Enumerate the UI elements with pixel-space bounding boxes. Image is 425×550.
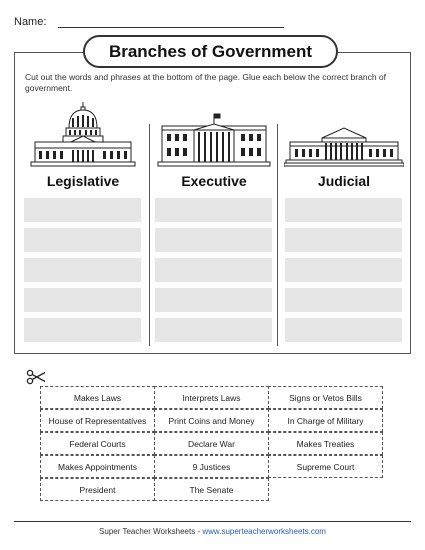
glue-slot[interactable]: [155, 198, 272, 222]
cutout-card[interactable]: Interprets Laws: [154, 386, 269, 409]
cutout-card[interactable]: President: [40, 478, 155, 501]
frame-top-left: [14, 52, 84, 53]
cutout-card[interactable]: Supreme Court: [268, 455, 383, 478]
glue-slot[interactable]: [155, 228, 272, 252]
cutout-card[interactable]: Makes Appointments: [40, 455, 155, 478]
glue-slot[interactable]: [155, 288, 272, 312]
cutout-row: [40, 409, 382, 432]
white-house-icon: [154, 100, 274, 170]
glue-slot[interactable]: [24, 228, 141, 252]
glue-slot[interactable]: [155, 258, 272, 282]
cutout-card[interactable]: Makes Treaties: [268, 432, 383, 455]
glue-slots: [284, 198, 404, 348]
cutout-card[interactable]: Federal Courts: [40, 432, 155, 455]
cutout-row: [40, 386, 382, 409]
glue-slot[interactable]: [285, 318, 402, 342]
cutout-card[interactable]: In Charge of Military: [268, 409, 383, 432]
glue-slot[interactable]: [24, 318, 141, 342]
footer-link[interactable]: www.superteacherworksheets.com: [202, 527, 326, 536]
glue-slot[interactable]: [285, 288, 402, 312]
column-divider: [277, 124, 278, 346]
cutout-row: [40, 432, 382, 455]
footer-site-name: Super Teacher Worksheets: [99, 527, 196, 536]
footer-separator: -: [195, 527, 203, 536]
cutout-row: [40, 455, 382, 478]
capitol-building-icon: [23, 100, 143, 170]
glue-slot[interactable]: [24, 198, 141, 222]
instructions: Cut out the words and phrases at the bottom of the page. Glue each below the correct branch of government.: [25, 72, 386, 93]
glue-slot[interactable]: [285, 258, 402, 282]
branch-label: Legislative: [46, 173, 120, 189]
cutout-card[interactable]: Print Coins and Money: [154, 409, 269, 432]
glue-slot[interactable]: [155, 318, 272, 342]
page-title-text: Branches of Government: [108, 41, 313, 61]
column-divider: [149, 124, 150, 346]
glue-slot[interactable]: [24, 288, 141, 312]
cutout-grid: [40, 386, 382, 501]
glue-slot[interactable]: [24, 258, 141, 282]
page-title: [83, 35, 338, 68]
cutout-card[interactable]: Signs or Vetos Bills: [268, 386, 383, 409]
footer: [0, 527, 425, 536]
empty-cell: [268, 478, 383, 501]
supreme-court-building-icon: [284, 100, 404, 170]
glue-slot[interactable]: [285, 198, 402, 222]
glue-slots: [154, 198, 274, 348]
name-field[interactable]: [58, 27, 284, 28]
frame-top-right: [336, 52, 411, 53]
glue-slots: [23, 198, 143, 348]
cutout-card[interactable]: 9 Justices: [154, 455, 269, 478]
branch-label: Executive: [181, 173, 247, 189]
scissors-icon: [26, 369, 46, 385]
branch-label: Judicial: [317, 173, 371, 189]
cutout-card[interactable]: The Senate: [154, 478, 269, 501]
cutout-card[interactable]: Declare War: [154, 432, 269, 455]
name-label: Name:: [14, 16, 47, 28]
glue-slot[interactable]: [285, 228, 402, 252]
footer-divider: [14, 521, 411, 522]
cutout-card[interactable]: Makes Laws: [40, 386, 155, 409]
cutout-row: [40, 478, 382, 501]
cutout-card[interactable]: House of Representatives: [40, 409, 155, 432]
